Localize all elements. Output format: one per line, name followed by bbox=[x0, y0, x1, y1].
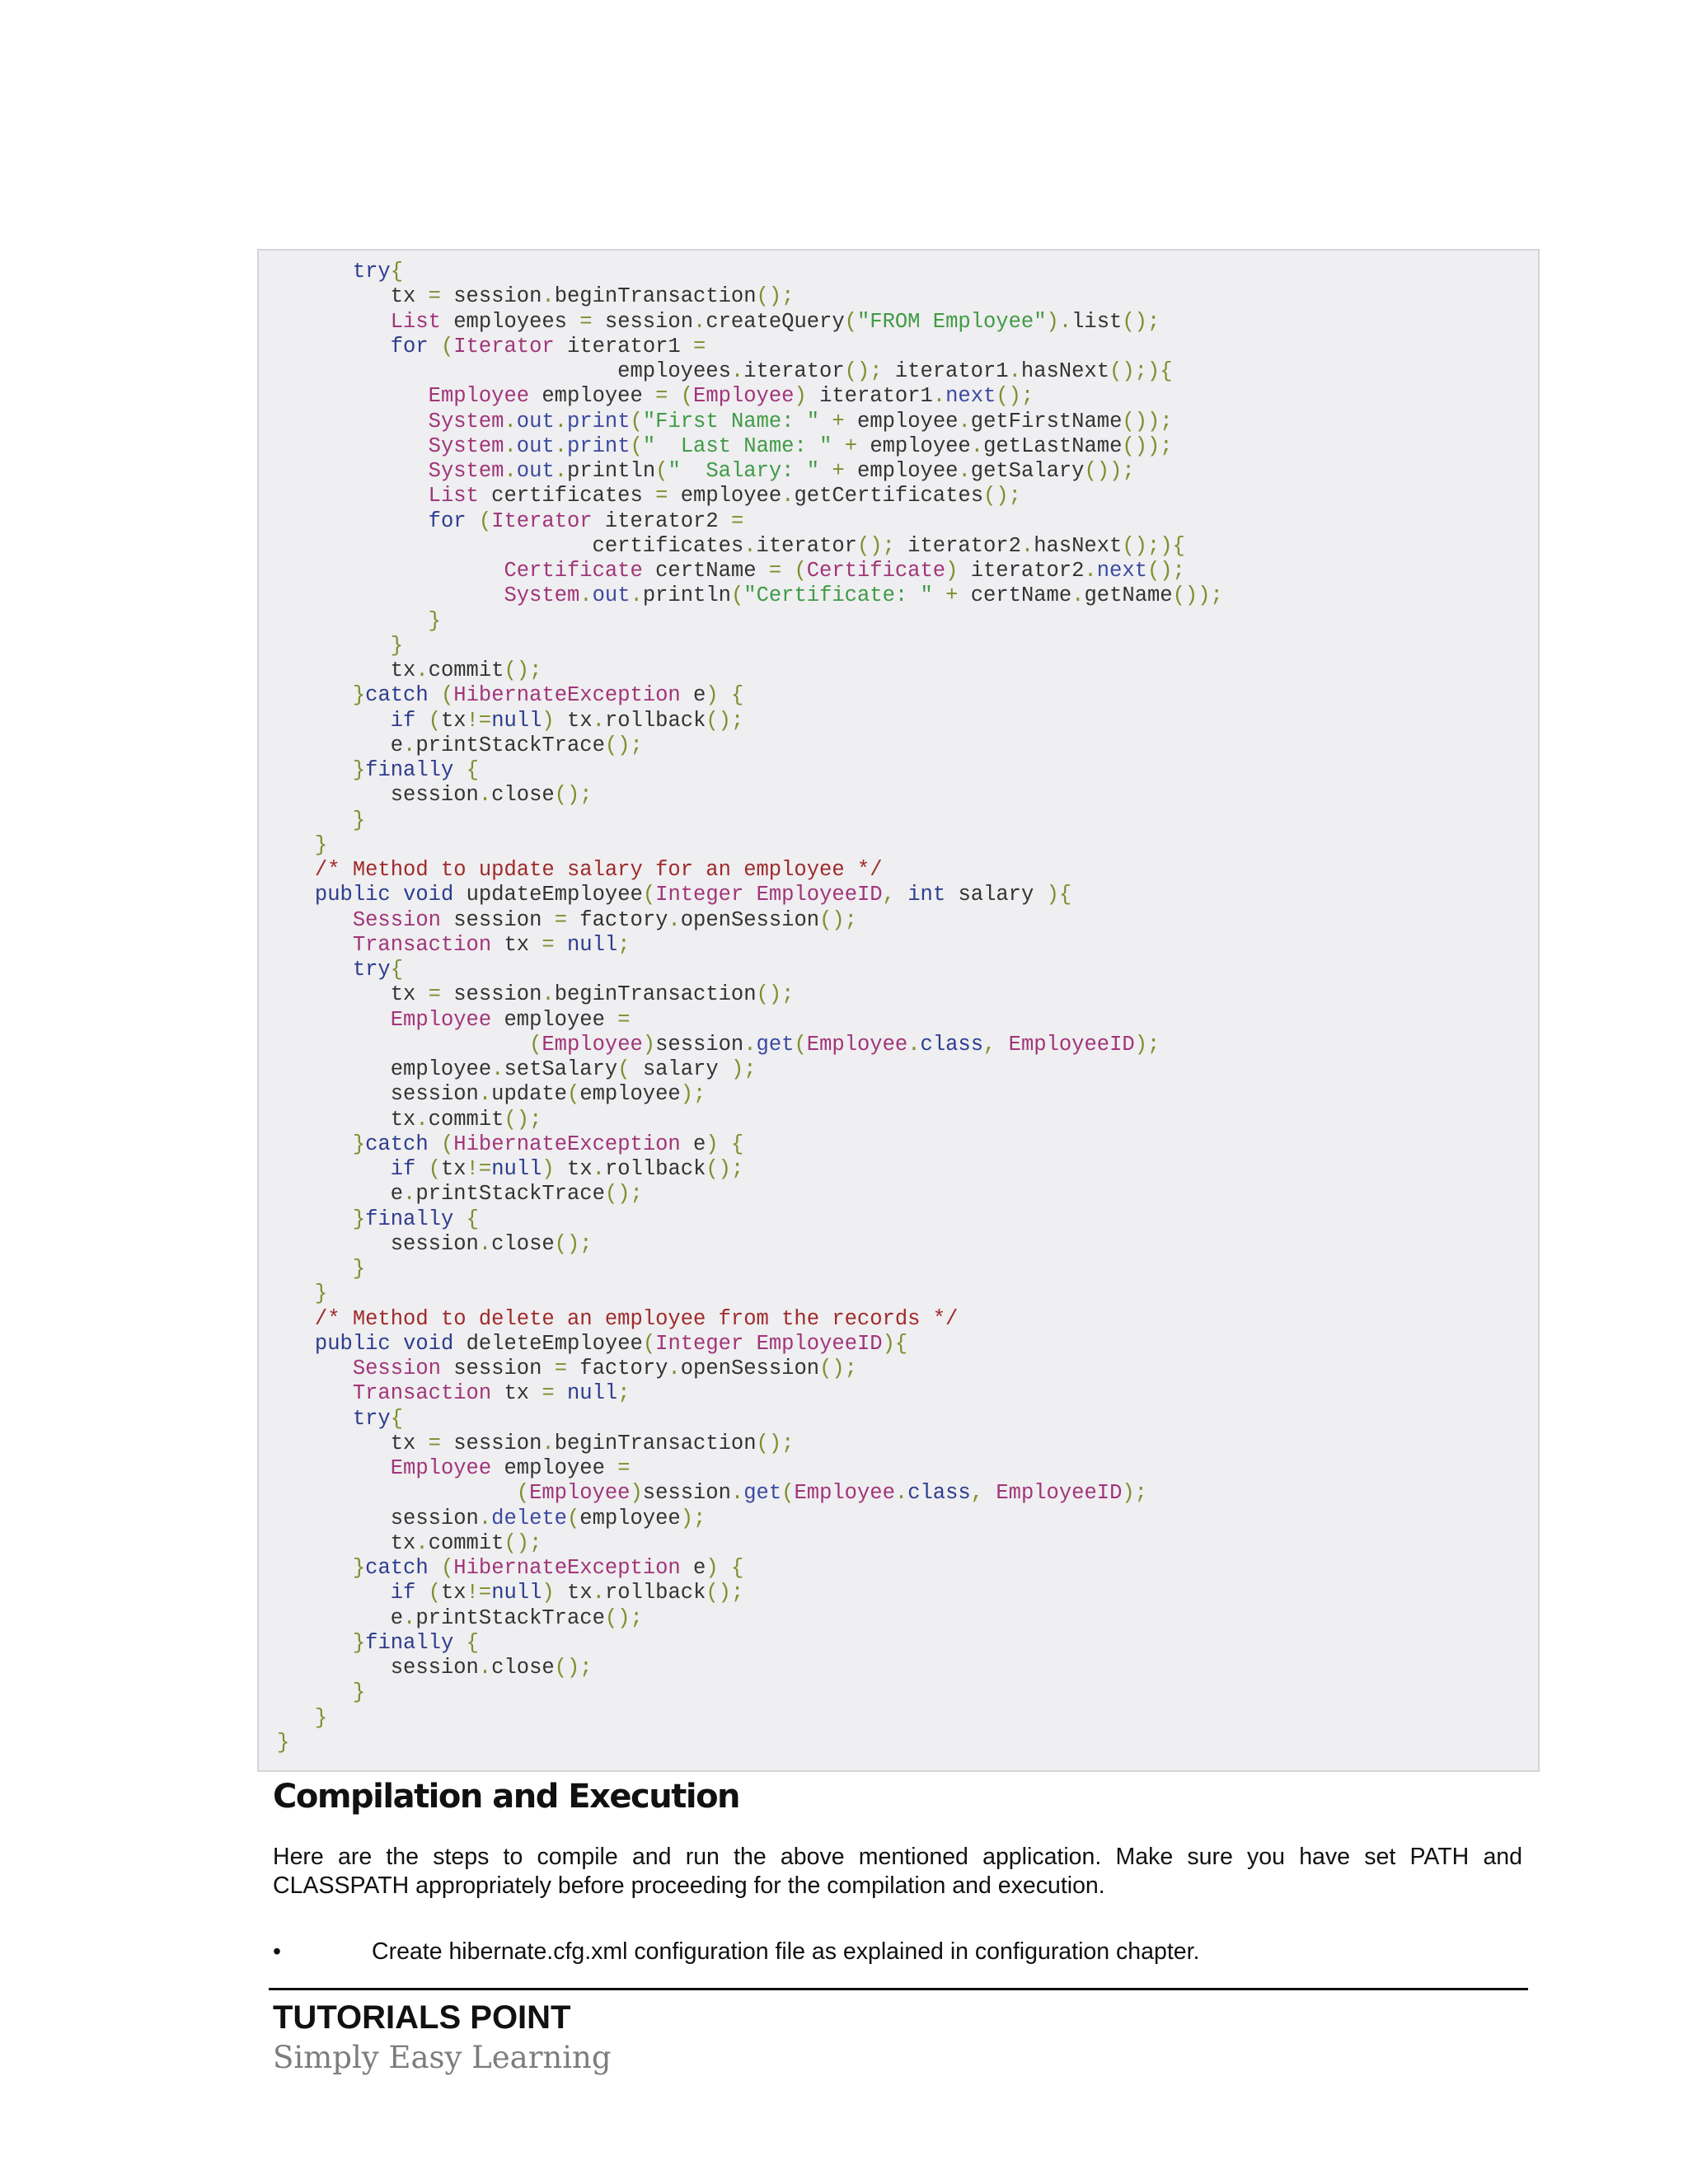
code-line: } bbox=[314, 1705, 328, 1730]
code-line: } bbox=[428, 608, 441, 633]
code-line: } bbox=[352, 1257, 366, 1281]
code-line: tx.commit(); bbox=[277, 1530, 542, 1555]
footer-tagline: Simply Easy Learning bbox=[273, 2040, 612, 2075]
footer-brand: TUTORIALS POINT bbox=[273, 1999, 571, 2036]
section-heading: Compilation and Execution bbox=[273, 1778, 740, 1816]
code-line: } bbox=[390, 633, 404, 658]
code-line: /* Method to update salary for an employee */ bbox=[314, 858, 883, 882]
code-line: Transaction tx = null; bbox=[352, 1381, 631, 1406]
code-line: }finally { bbox=[352, 758, 479, 782]
code-line: tx.commit(); bbox=[277, 1107, 542, 1132]
code-line: if (tx!=null) tx.rollback(); bbox=[390, 1157, 744, 1181]
code-line: certificates.iterator(); iterator2.hasNext();){ bbox=[277, 533, 1185, 558]
code-line: List certificates = employee.getCertificates(); bbox=[428, 484, 1021, 509]
list-item bbox=[273, 1935, 1522, 1968]
footer-divider bbox=[269, 1988, 1528, 1990]
code-line: }finally { bbox=[352, 1630, 479, 1655]
code-line: session.close(); bbox=[277, 783, 593, 808]
code-line: try{ bbox=[352, 260, 404, 284]
code-line: } bbox=[277, 1730, 290, 1755]
code-line: employee.setSalary( salary ); bbox=[277, 1057, 757, 1081]
bullet-icon: • bbox=[273, 1938, 281, 1965]
code-line: (Employee)session.get(Employee.class, EmployeeID); bbox=[529, 1032, 1160, 1057]
code-line: }finally { bbox=[352, 1207, 479, 1231]
code-line: Employee employee = (Employee) iterator1.next(); bbox=[428, 384, 1034, 409]
code-line: }catch (HibernateException e) { bbox=[352, 1556, 744, 1580]
code-line: System.out.println(" Salary: " + employee.getSalary()); bbox=[428, 459, 1135, 483]
code-line: Employee employee = bbox=[390, 1456, 631, 1480]
code-line: tx.commit(); bbox=[277, 658, 542, 682]
code-line: Session session = factory.openSession(); bbox=[352, 1357, 857, 1380]
code-line: } bbox=[352, 1680, 366, 1705]
code-line: (Employee)session.get(Employee.class, EmployeeID); bbox=[516, 1481, 1147, 1506]
code-line: System.out.print("First Name: " + employee.getFirstName()); bbox=[428, 409, 1173, 434]
code-line: tx = session.beginTransaction(); bbox=[277, 982, 795, 1007]
code-line: try{ bbox=[352, 1406, 404, 1431]
code-line: System.out.println("Certificate: " + certName.getName()); bbox=[504, 583, 1223, 608]
code-line: }catch (HibernateException e) { bbox=[352, 683, 744, 708]
code-line: try{ bbox=[352, 958, 404, 982]
code-line: tx = session.beginTransaction(); bbox=[277, 284, 795, 309]
code-line: e.printStackTrace(); bbox=[277, 733, 643, 757]
code-line: /* Method to delete an employee from the records */ bbox=[314, 1306, 959, 1331]
code-line: e.printStackTrace(); bbox=[277, 1182, 643, 1207]
code-line: if (tx!=null) tx.rollback(); bbox=[390, 1581, 744, 1605]
code-line: session.close(); bbox=[277, 1656, 593, 1680]
code-line: if (tx!=null) tx.rollback(); bbox=[390, 708, 744, 733]
code-line: employees.iterator(); iterator1.hasNext();){ bbox=[277, 359, 1173, 383]
code-line: System.out.print(" Last Name: " + employee.getLastName()); bbox=[428, 434, 1173, 458]
code-line: } bbox=[352, 808, 366, 832]
code-line: } bbox=[314, 1282, 328, 1306]
code-line: Session session = factory.openSession(); bbox=[352, 907, 857, 932]
code-line: e.printStackTrace(); bbox=[277, 1605, 643, 1630]
code-line: session.update(employee); bbox=[277, 1082, 706, 1107]
code-line: tx = session.beginTransaction(); bbox=[277, 1431, 795, 1455]
section-paragraph: Here are the steps to compile and run the above mentioned application. Make sure you have set PATH and CLASSPATH appropriately before proceeding for the compilation and execution. bbox=[273, 1844, 1522, 1899]
code-line: Transaction tx = null; bbox=[352, 932, 631, 957]
code-line: Certificate certName = (Certificate) iterator2.next(); bbox=[504, 559, 1185, 583]
code-line: for (Iterator iterator1 = bbox=[390, 334, 706, 359]
code-line: session.close(); bbox=[277, 1231, 593, 1256]
code-line: }catch (HibernateException e) { bbox=[352, 1132, 744, 1156]
code-line: public void updateEmployee(Integer EmployeeID, int salary ){ bbox=[314, 883, 1072, 907]
code-line: Employee employee = bbox=[390, 1007, 631, 1032]
bullet-text: Create hibernate.cfg.xml configuration file as explained in configuration chapter. bbox=[372, 1938, 1200, 1965]
code-line: public void deleteEmployee(Integer EmployeeID){ bbox=[314, 1331, 908, 1356]
code-line: for (Iterator iterator2 = bbox=[428, 509, 744, 533]
code-line: List employees = session.createQuery("FROM Employee").list(); bbox=[390, 309, 1160, 334]
code-line: } bbox=[314, 832, 328, 857]
code-line: session.delete(employee); bbox=[277, 1506, 706, 1530]
